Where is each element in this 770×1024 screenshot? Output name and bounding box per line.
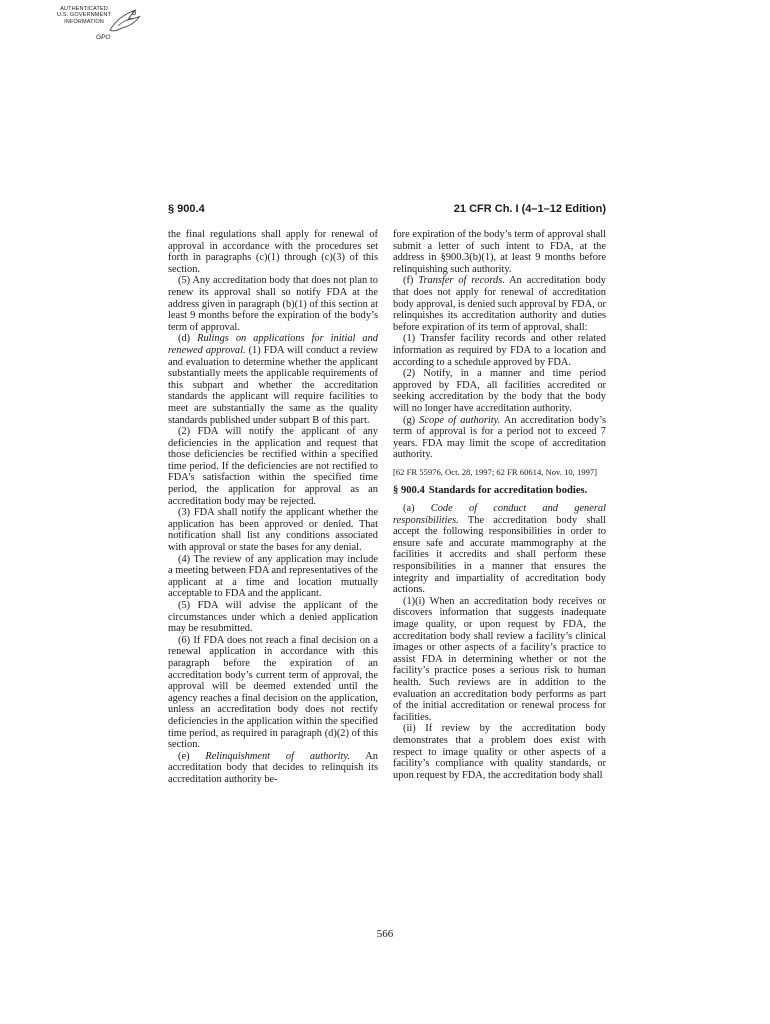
paragraph-text: An accreditation body’s term of approval is for a period not to exceed 7 years. FDA may limit the scope of accreditation authority. bbox=[393, 414, 606, 461]
running-head bbox=[168, 203, 606, 217]
right-column-part-a bbox=[393, 229, 606, 461]
paragraph-text: (3) FDA shall notify the applicant whether the application has been approved or denied. That notification shall list any conditions associated with approval or state the bases for any denial. bbox=[168, 507, 378, 554]
paragraph-text: The accreditation body shall accept the following responsibilities in order to ensure safe and accurate mammography at the facilities it accredits and shall perform these responsibilities in a manner that ensures the integrity and impartiality of accreditation body actions. bbox=[393, 514, 606, 596]
paragraph bbox=[168, 275, 378, 333]
eagle-icon bbox=[106, 6, 144, 38]
paragraph-designator: (g) bbox=[403, 414, 420, 426]
paragraph-designator: (f) bbox=[403, 275, 419, 287]
seal-text: AUTHENTICATED U.S. GOVERNMENT INFORMATION bbox=[56, 6, 112, 25]
paragraph bbox=[393, 723, 606, 781]
gpo-mark: GPO bbox=[96, 34, 111, 41]
paragraph-designator: (d) bbox=[178, 333, 198, 345]
left-column bbox=[168, 229, 378, 786]
paragraph-heading: Scope of authority. bbox=[419, 414, 501, 426]
paragraph-text: (5) FDA will advise the applicant of the circumstances under which a denied application may be resubmitted. bbox=[168, 600, 378, 635]
header-edition: 21 CFR Ch. I (4–1–12 Edition) bbox=[453, 203, 606, 215]
paragraph bbox=[393, 415, 606, 461]
paragraph bbox=[168, 554, 378, 600]
paragraph-text: (6) If FDA does not reach a final decision on a renewal application in accordance with this paragraph before the expiration of an accreditation body’s current term of approval, the approval will be deemed extended until the agency reaches a final decision on the application, unless an accreditation body does not rectify deficiencies in the application within the specified time period, as required in paragraph (d)(2) of this section. bbox=[168, 634, 378, 751]
paragraph bbox=[393, 596, 606, 724]
paragraph-heading: Transfer of records. bbox=[418, 275, 505, 287]
right-column bbox=[393, 229, 606, 781]
paragraph bbox=[168, 600, 378, 635]
paragraph bbox=[168, 426, 378, 507]
paragraph-heading: Code of conduct and general responsibilities. bbox=[393, 503, 606, 526]
paragraph-designator: (a) bbox=[403, 503, 431, 515]
paragraph-text: (1)(i) When an accreditation body receives or discovers information that suggests inadequate image quality, or upon request by FDA, the accreditation body shall review a facility’s clinical images or other aspects of a facility’s practice to assist FDA in determining whether or not the facility’s practice poses a serious risk to human health. Such reviews are in addition to the evaluation an accreditation body performs as part of the initial accreditation or renewal process for facilities. bbox=[393, 595, 606, 723]
section-heading-title: Standards for accreditation bodies. bbox=[428, 485, 588, 497]
section-heading-number: § 900.4 bbox=[393, 485, 425, 497]
right-column-part-b bbox=[393, 503, 606, 781]
header-section-number: § 900.4 bbox=[168, 203, 205, 215]
paragraph bbox=[393, 333, 606, 368]
paragraph-text: An accreditation body that does not apply for renewal of accreditation body approval, is denied such approval by FDA, or relinquishes its accreditation authority and duties before expiration of its term of approval, shall: bbox=[393, 275, 607, 333]
paragraph-text: (ii) If review by the accreditation body demonstrates that a problem does exist with respect to image quality or other aspects of a facility’s compliance with quality standards, or upon request by FDA, the accreditation body shall bbox=[393, 723, 606, 781]
paragraph-text: (2) FDA will notify the applicant of any deficiencies in the application and request that those deficiencies be rectified within a specified time period. If the deficiencies are not rectified to FDA’s satisfaction within the specified time period, the application for approval as an accreditation body may be rejected. bbox=[168, 426, 378, 507]
paragraph-text: the final regulations shall apply for renewal of approval in accordance with the procedures set forth in paragraphs (c)(1) through (c)(3) of this section. bbox=[168, 229, 378, 275]
paragraph bbox=[393, 229, 606, 275]
paragraph-text: fore expiration of the body’s term of approval shall submit a letter of such intent to FDA, at the address in §900.3(b)(1), at least 9 months before relinquishing such authority. bbox=[393, 229, 606, 275]
paragraph bbox=[168, 751, 378, 786]
source-citation: [62 FR 55976, Oct. 28, 1997; 62 FR 60614, Nov. 10, 1997] bbox=[393, 466, 598, 477]
gpo-authentication-seal bbox=[56, 6, 146, 46]
paragraph bbox=[168, 635, 378, 751]
paragraph bbox=[168, 333, 378, 426]
paragraph bbox=[168, 507, 378, 553]
paragraph bbox=[168, 229, 378, 275]
paragraph bbox=[393, 368, 606, 414]
paragraph-text: (4) The review of any application may include a meeting between FDA and representatives of the applicant at a time and location mutually acceptable to FDA and the applicant. bbox=[168, 553, 378, 600]
paragraph bbox=[393, 275, 606, 333]
paragraph-text: (1) FDA will conduct a review and evaluation to determine whether the applicant substantially meets the applicable requirements of this subpart and whether the accreditation standards the applicant will require facilities to meet are substantially the same as the quality standards published under subpart B of this part. bbox=[168, 344, 378, 426]
paragraph-heading: Relinquishment of authority. bbox=[205, 750, 350, 762]
paragraph-text: (2) Notify, in a manner and time period approved by FDA, all facilities accredited or seeking accreditation by the body that the body will no longer have accreditation authority. bbox=[393, 368, 606, 414]
paragraph-designator: (e) bbox=[178, 750, 206, 762]
paragraph bbox=[393, 503, 606, 596]
paragraph-text: (5) Any accreditation body that does not plan to renew its approval shall so notify FDA at the address given in paragraph (b)(1) of this section at least 9 months before the expiration of the body’s term of approval. bbox=[168, 275, 378, 333]
page-number: 566 bbox=[376, 928, 394, 940]
paragraph-text: An accreditation body that decides to relinquish its accreditation authority be- bbox=[168, 750, 378, 785]
section-heading bbox=[393, 485, 606, 497]
paragraph-text: (1) Transfer facility records and other related information as required by FDA to a location and according to a schedule approved by FDA. bbox=[393, 333, 606, 368]
paragraph-heading: Rulings on applications for initial and renewed approval. bbox=[168, 333, 378, 356]
